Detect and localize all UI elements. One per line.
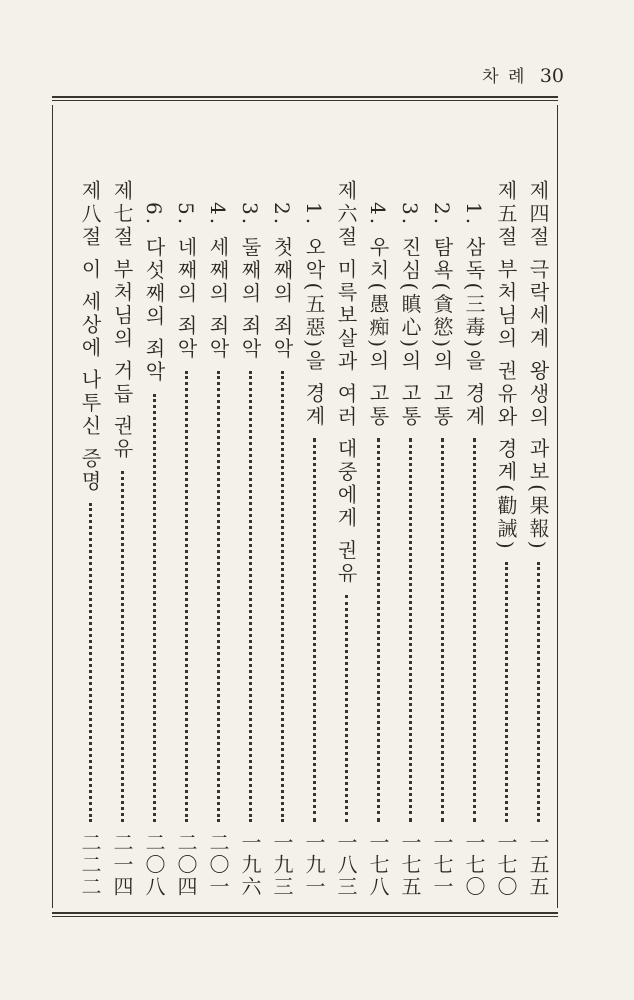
entry-indent — [234, 180, 266, 202]
entry-indent — [202, 180, 234, 202]
entry-label: 4. 세째의 죄악 — [206, 202, 230, 361]
entry-label: 5. 네째의 죄악 — [174, 202, 198, 361]
page-header — [482, 62, 564, 87]
leader-dots — [441, 438, 444, 822]
toc-entry[interactable] — [426, 180, 458, 898]
entry-page: 一七八 — [366, 832, 390, 898]
leader-dots — [249, 371, 252, 822]
leader-dots — [89, 503, 92, 822]
leader-dots — [409, 438, 412, 822]
entry-indent — [170, 180, 202, 202]
entry-label: 제五절 부처님의 권유와 경계(勸誡) — [494, 180, 518, 552]
entry-label: 제七절 부처님의 거듭 권유 — [110, 180, 134, 462]
table-of-contents — [74, 180, 554, 898]
entry-label: 3. 둘째의 죄악 — [238, 202, 262, 361]
entry-label: 2. 탐욕(貪慾)의 고통 — [430, 202, 454, 429]
running-title: 차 례 — [482, 67, 527, 87]
toc-entry[interactable] — [330, 180, 362, 898]
leader-dots — [185, 371, 188, 822]
entry-label: 제四절 극락세계 왕생의 과보(果報) — [526, 180, 550, 552]
entry-page: 一九三 — [270, 832, 294, 898]
leader-dots — [505, 562, 508, 822]
entry-indent — [426, 180, 458, 202]
toc-entry[interactable] — [266, 180, 298, 898]
entry-page: 一八三 — [334, 832, 358, 898]
entry-page: 一五五 — [526, 832, 550, 898]
toc-entry[interactable] — [298, 180, 330, 898]
entry-page: 一九一 — [302, 832, 326, 898]
leader-dots — [377, 438, 380, 822]
leader-dots — [217, 371, 220, 822]
leader-dots — [153, 394, 156, 822]
toc-entry[interactable] — [490, 180, 522, 898]
entry-indent — [458, 180, 490, 202]
entry-indent — [394, 180, 426, 202]
entry-label: 3. 진심(瞋心)의 고통 — [398, 202, 422, 429]
entry-page: 一七五 — [398, 832, 422, 898]
toc-entry[interactable] — [394, 180, 426, 898]
bottom-rule — [52, 912, 558, 917]
leader-dots — [121, 471, 124, 822]
page-number: 30 — [539, 65, 564, 87]
entry-label: 6. 다섯째의 죄악 — [142, 202, 166, 384]
toc-entry[interactable] — [74, 180, 106, 898]
entry-indent — [362, 180, 394, 202]
entry-label: 1. 삼독(三毒)을 경계 — [462, 202, 486, 429]
leader-dots — [345, 595, 348, 822]
entry-label: 제六절 미륵보살과 여러 대중에게 권유 — [334, 180, 358, 586]
toc-entry[interactable] — [138, 180, 170, 898]
entry-page: 二〇四 — [174, 832, 198, 898]
toc-entry[interactable] — [458, 180, 490, 898]
leader-dots — [313, 438, 316, 822]
entry-label: 4. 우치(愚痴)의 고통 — [366, 202, 390, 429]
entry-page: 二一四 — [110, 832, 134, 898]
toc-entry[interactable] — [522, 180, 554, 898]
entry-page: 一九六 — [238, 832, 262, 898]
entry-label: 1. 오악(五惡)을 경계 — [302, 202, 326, 429]
toc-entry[interactable] — [234, 180, 266, 898]
leader-dots — [473, 438, 476, 822]
leader-dots — [537, 562, 540, 822]
entry-indent — [298, 180, 330, 202]
entry-page: 一七〇 — [494, 832, 518, 898]
entry-indent — [138, 180, 170, 202]
toc-entry[interactable] — [106, 180, 138, 898]
entry-label: 2. 첫째의 죄악 — [270, 202, 294, 361]
entry-label: 제八절 이 세상에 나투신 증명 — [78, 180, 102, 494]
top-rule — [52, 96, 558, 101]
entry-page: 一七〇 — [462, 832, 486, 898]
toc-entry[interactable] — [202, 180, 234, 898]
entry-indent — [266, 180, 298, 202]
toc-entry[interactable] — [170, 180, 202, 898]
leader-dots — [281, 371, 284, 822]
entry-page: 二〇八 — [142, 832, 166, 898]
entry-page: 二〇一 — [206, 832, 230, 898]
entry-page: 一七一 — [430, 832, 454, 898]
toc-entry[interactable] — [362, 180, 394, 898]
entry-page: 二二二 — [78, 832, 102, 898]
